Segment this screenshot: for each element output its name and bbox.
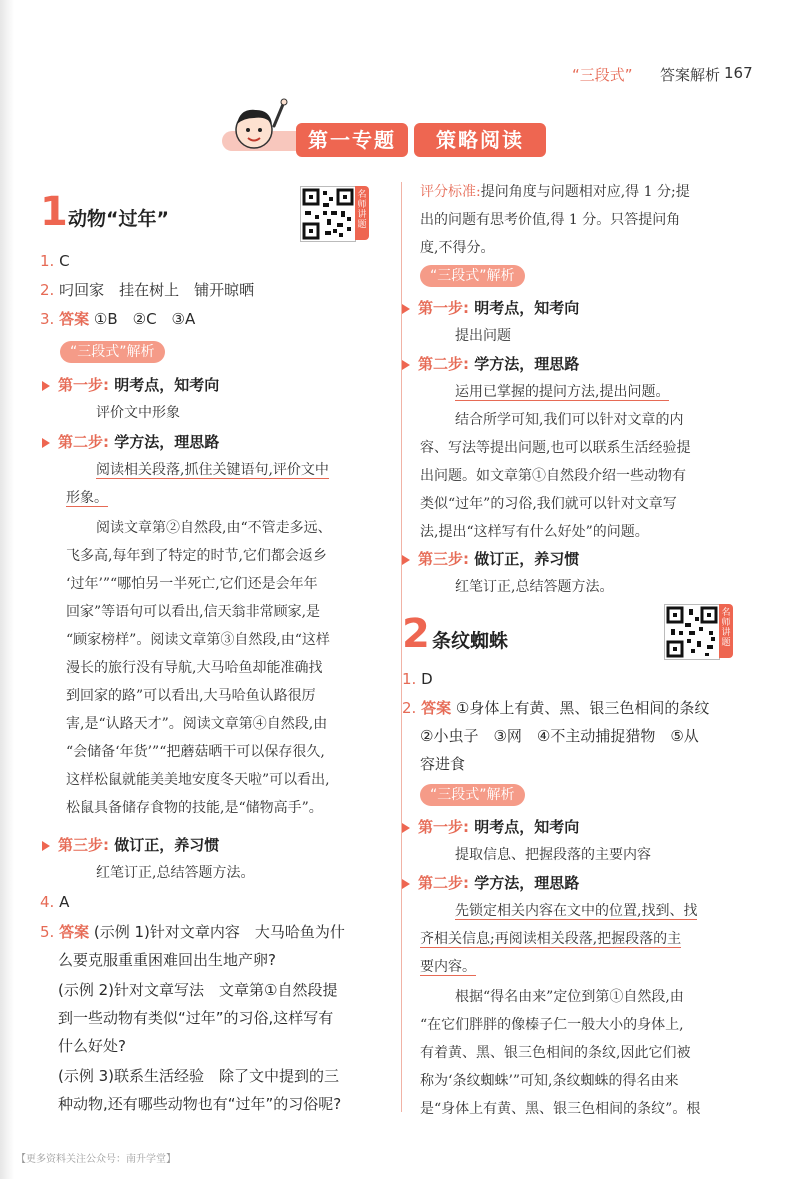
answer-1: [40, 250, 70, 272]
paragraph-line: ‘过年’”“哪怕另一半死亡,它们还是会年年: [66, 576, 318, 592]
paragraph-line: 松鼠具备储存食物的技能,是“储物高手”。: [66, 800, 323, 816]
answer-line: 么要克服重重困难回出生地产卵?: [58, 951, 276, 969]
paragraph-line: 飞多高,每年到了特定的时节,它们都会返乡: [66, 548, 327, 564]
arrow-bullet-icon: [42, 381, 50, 391]
method-line: 运用已掌握的提问方法,提出问题。: [455, 384, 670, 400]
paragraph-line: 这样松鼠就能美美地安度冬天啦”可以看出,: [66, 772, 330, 788]
step-3: [402, 548, 579, 570]
step-title: 学方法，理思路: [114, 433, 220, 451]
step-2: [42, 431, 219, 453]
step-title: 明考点，知考向: [474, 299, 580, 317]
step-text: 提出问题: [455, 328, 511, 344]
paragraph-line: 称为‘条纹蜘蛛’”可知,条纹蜘蛛的得名由来: [420, 1073, 679, 1089]
step-label: 第二步:: [418, 355, 469, 373]
step-text: 提取信息、把握段落的主要内容: [455, 847, 651, 863]
qr-code-icon: [665, 605, 719, 659]
analysis-pill: “三段式”解析: [420, 784, 525, 806]
step-label: 第三步:: [58, 836, 109, 854]
answer-label: 答案: [421, 699, 452, 717]
paragraph-line: 害,是“认路天才”。阅读文章第④自然段,由: [66, 716, 328, 732]
answer-1: [402, 668, 433, 690]
answer-label: 答案: [59, 923, 90, 941]
qr-tag: 名师讲题: [719, 604, 733, 658]
answer-line: 种动物,还有哪些动物也有“过年”的习俗呢?: [58, 1095, 342, 1113]
criteria-line: 评分标准:提问角度与问题相对应,得 1 分;提: [420, 184, 690, 200]
paragraph-line: 到回家的路”可以看出,大马哈鱼认路很厉: [66, 688, 316, 704]
answer-3: [40, 308, 195, 330]
question-number: 3.: [40, 310, 55, 328]
paragraph-line: 类似“过年”的习俗,我们就可以针对文章写: [420, 496, 677, 512]
section-title: 条纹蜘蛛: [432, 630, 509, 652]
paragraph-line: 法,提出“这样写有什么好处”的问题。: [420, 524, 649, 540]
step-text: 评价文中形象: [96, 405, 180, 421]
answer-text: D: [421, 670, 433, 688]
arrow-bullet-icon: [42, 438, 50, 448]
paragraph-line: 容、写法等提出问题,也可以联系生活经验提: [420, 440, 691, 456]
qr-code[interactable]: [664, 604, 720, 660]
section-number: 1: [40, 189, 68, 235]
arrow-bullet-icon: [42, 841, 50, 851]
question-number: 1.: [402, 670, 417, 688]
step-1: [402, 297, 579, 319]
step-title: 明考点，知考向: [114, 376, 220, 394]
answer-line: ②小虫子 ③网 ④不主动捕捉猎物 ⑤从: [420, 727, 699, 745]
step-label: 第一步:: [418, 818, 469, 836]
step-2: [402, 353, 579, 375]
step-label: 第二步:: [418, 874, 469, 892]
header-title: 答案解析: [660, 66, 721, 84]
paragraph-line: 漫长的旅行没有导航,大马哈鱼却能准确找: [66, 660, 323, 676]
arrow-bullet-icon: [402, 823, 410, 833]
arrow-bullet-icon: [402, 879, 410, 889]
paragraph-line: “在它们胖胖的像榛子仁一般大小的身体上,: [420, 1017, 684, 1033]
answer-line: 什么好处?: [58, 1037, 126, 1055]
step-title: 学方法，理思路: [474, 874, 580, 892]
answer-line: 容进食: [420, 755, 466, 773]
method-line: 形象。: [66, 490, 108, 506]
step-3: [42, 834, 219, 856]
criteria-line: 出的问题有思考价值,得 1 分。只答提问角: [420, 212, 681, 228]
method-line: 先锁定相关内容在文中的位置,找到、找: [455, 903, 698, 919]
step-2: [402, 872, 579, 894]
step-label: 第二步:: [58, 433, 109, 451]
analysis-pill: “三段式”解析: [60, 341, 165, 363]
answer-text: A: [59, 893, 70, 911]
paragraph-line: 阅读文章第②自然段,由“不管走多远、: [96, 520, 332, 536]
step-1: [402, 816, 579, 838]
paragraph-line: “顾家榜样”。阅读文章第③自然段,由“这样: [66, 632, 330, 648]
method-line: 齐相关信息;再阅读相关段落,把握段落的主: [420, 931, 682, 947]
step-title: 做订正，养习惯: [474, 550, 580, 568]
method-line: 要内容。: [420, 959, 476, 975]
criteria-line: 度,不得分。: [420, 240, 495, 256]
analysis-pill: “三段式”解析: [420, 265, 525, 287]
answer-4: [40, 891, 69, 913]
step-text: 红笔订正,总结答题方法。: [96, 865, 255, 881]
arrow-bullet-icon: [402, 304, 410, 314]
step-title: 明考点，知考向: [474, 818, 580, 836]
paragraph-line: 结合所学可知,我们可以针对文章的内: [455, 412, 684, 428]
question-number: 5.: [40, 923, 55, 941]
qr-code[interactable]: [300, 186, 356, 242]
answer-line: (示例 2)针对文章写法 文章第①自然段提: [58, 981, 338, 999]
step-title: 学方法，理思路: [474, 355, 580, 373]
answer-line: ①身体上有黄、黑、银三色相间的条纹: [455, 699, 710, 717]
step-title: 做订正，养习惯: [114, 836, 220, 854]
step-1: [42, 374, 219, 396]
answer-label: 答案: [59, 310, 90, 328]
question-number: 4.: [40, 893, 55, 911]
paragraph-line: 根据“得名由来”定位到第①自然段,由: [455, 989, 684, 1005]
answer-2: [402, 697, 709, 719]
footer-note: 【更多资料关注公众号：南升学堂】: [16, 1154, 176, 1165]
criteria-label: 评分标准:: [420, 184, 481, 200]
banner-strategy: 策略阅读: [414, 123, 546, 157]
page-number: 167: [724, 64, 753, 82]
step-label: 第一步:: [58, 376, 109, 394]
paragraph-line: 是“身体上有黄、黑、银三色相间的条纹”。根: [420, 1101, 701, 1117]
answer-line: 到一些动物有类似“过年”的习俗,这样写有: [58, 1009, 334, 1027]
qr-tag: 名师讲题: [355, 186, 369, 240]
arrow-bullet-icon: [402, 360, 410, 370]
step-text: 红笔订正,总结答题方法。: [455, 579, 614, 595]
arrow-bullet-icon: [402, 555, 410, 565]
paragraph-line: 出问题。如文章第①自然段介绍一些动物有: [420, 468, 686, 484]
answer-text: 叼回家 挂在树上 铺开晾晒: [59, 281, 255, 299]
step-label: 第一步:: [418, 299, 469, 317]
answer-text: C: [59, 252, 70, 270]
answer-text: ①B ②C ③A: [93, 310, 196, 328]
paragraph-line: 回家”等语句可以看出,信天翁非常顾家,是: [66, 604, 321, 620]
step-label: 第三步:: [418, 550, 469, 568]
page-binding-shadow: [0, 0, 14, 1179]
header-brand: “三段式”: [572, 66, 633, 84]
answer-5: [40, 921, 345, 943]
qr-code-icon: [301, 187, 355, 241]
question-number: 2.: [40, 281, 55, 299]
question-number: 2.: [402, 699, 417, 717]
answer-line: (示例 1)针对文章内容 大马哈鱼为什: [93, 923, 345, 941]
method-line: 阅读相关段落,抓住关键语句,评价文中: [96, 462, 329, 478]
answer-line: (示例 3)联系生活经验 除了文中提到的三: [58, 1067, 340, 1085]
mascot-illustration: [226, 96, 296, 160]
question-number: 1.: [40, 252, 55, 270]
section-number: 2: [402, 611, 430, 657]
paragraph-line: 有着黄、黑、银三色相间的条纹,因此它们被: [420, 1045, 691, 1061]
answer-2: [40, 279, 254, 301]
paragraph-line: “会储备‘年货’”“把蘑菇晒干可以保存很久,: [66, 744, 325, 760]
section-title: 动物“过年”: [68, 208, 169, 230]
banner-topic: 第一专题: [296, 123, 408, 157]
